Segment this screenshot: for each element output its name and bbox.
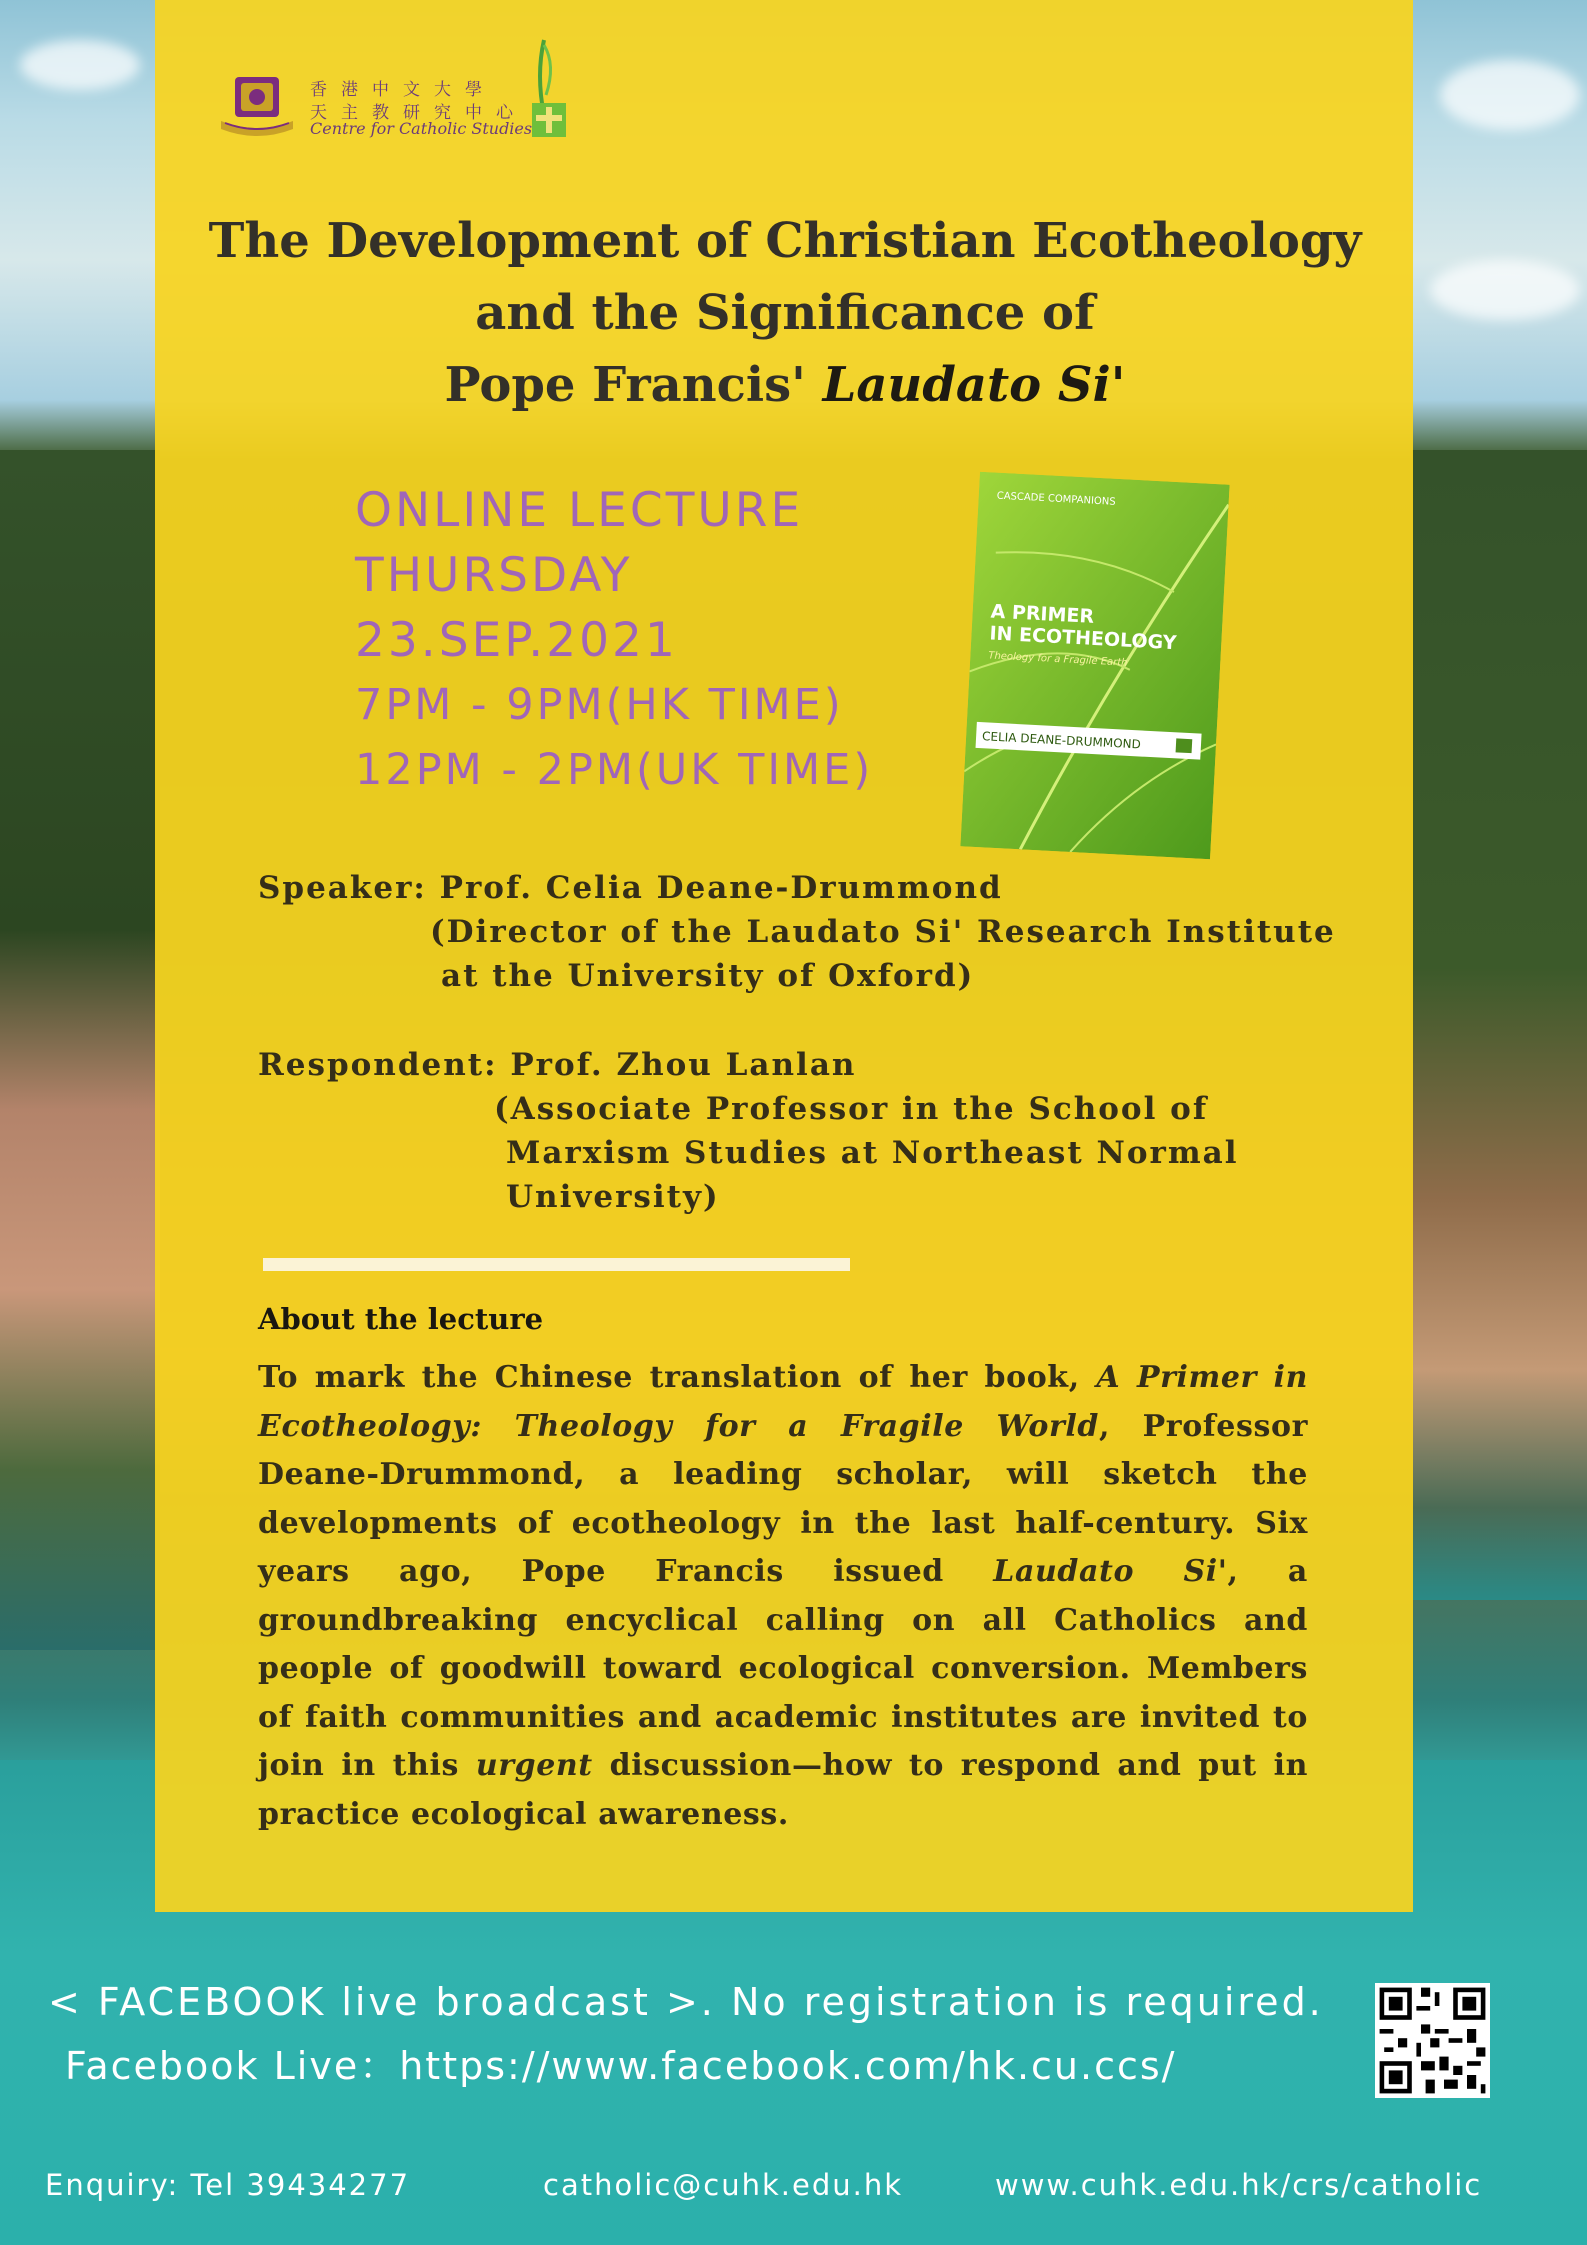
- speaker-line1: Speaker: Prof. Celia Deane-Drummond: [258, 870, 1003, 906]
- about-text-1: To mark the Chinese translation of her book,: [258, 1360, 1097, 1395]
- logo-chinese-line1: 香港中文大學: [310, 80, 496, 100]
- book-cover-image: [960, 472, 1229, 860]
- event-info: [355, 478, 873, 803]
- event-time-hk: 7PM - 9PM(HK TIME): [355, 680, 844, 730]
- title-line3-prefix: Pope Francis': [444, 357, 823, 413]
- section-divider: [263, 1258, 850, 1271]
- enquiry-tel: Enquiry: Tel 39434277: [45, 2168, 411, 2202]
- event-time-uk: 12PM - 2PM(UK TIME): [355, 745, 874, 795]
- logo-chinese-line2: 天主教研究中心: [310, 103, 527, 123]
- cuhk-crest-icon: [217, 73, 297, 137]
- book-title-line1: A PRIMER: [990, 600, 1095, 628]
- book-subtitle: Theology for a Fragile Earth: [988, 650, 1128, 669]
- cross-leaf-icon: [522, 35, 572, 145]
- about-text-2: , Professor Deane-Drummond, a leading scholar, will sketch the developments of ecotheology in the last half-century. Six years ago, Pope Francis issued: [258, 1408, 1308, 1589]
- hillside-right: [1412, 450, 1587, 1600]
- event-date: 23.SEP.2021: [355, 613, 678, 668]
- logo-english-name: Centre for Catholic Studies: [310, 119, 533, 138]
- about-encyclical: Laudato Si': [993, 1554, 1228, 1589]
- facebook-live-link[interactable]: Facebook Live：https://www.facebook.com/hk.cu.ccs/: [65, 2044, 1177, 2088]
- respondent-line4: University): [506, 1179, 720, 1215]
- cloud: [1440, 60, 1580, 130]
- cloud: [20, 40, 140, 90]
- people-section: [258, 866, 1336, 1219]
- enquiry-website[interactable]: www.cuhk.edu.hk/crs/catholic: [995, 2168, 1483, 2202]
- title-line1: The Development of Christian Ecotheology: [208, 213, 1362, 269]
- lecture-title: [160, 205, 1410, 421]
- respondent-line2: (Associate Professor in the School of: [494, 1091, 1209, 1127]
- respondent-line3: Marxism Studies at Northeast Normal: [506, 1135, 1239, 1171]
- speaker-line2: (Director of the Laudato Si' Research Institute: [430, 914, 1336, 950]
- title-line3: [160, 349, 1410, 421]
- about-paragraph: [258, 1354, 1308, 1839]
- centre-logo: [217, 35, 567, 145]
- hillside-left: [0, 450, 160, 1650]
- enquiry-email[interactable]: catholic@cuhk.edu.hk: [543, 2168, 904, 2202]
- speaker-line3: at the University of Oxford): [441, 958, 975, 994]
- book-author: CELIA DEANE-DRUMMOND: [981, 729, 1142, 752]
- event-day: THURSDAY: [355, 548, 633, 603]
- about-urgent: urgent: [475, 1748, 593, 1783]
- facebook-broadcast-note: < FACEBOOK live broadcast >. No registration is required.: [48, 1980, 1324, 2024]
- about-text-4: discussion—how to respond and put in practice ecological awareness.: [258, 1748, 1308, 1832]
- event-format: ONLINE LECTURE: [355, 483, 804, 538]
- title-line2: and the Significance of: [475, 285, 1095, 341]
- book-series: CASCADE COMPANIONS: [996, 490, 1116, 508]
- cloud: [1430, 260, 1580, 320]
- respondent-line1: Respondent: Prof. Zhou Lanlan: [258, 1047, 857, 1083]
- about-text-3: , a groundbreaking encyclical calling on all Catholics and people of goodwill toward ecological conversion. Members of faith communities and academic institutes are invited to join in this: [258, 1554, 1308, 1783]
- about-book-title: A Primer in Ecotheology: Theology for a Fragile World: [258, 1360, 1309, 1444]
- qr-code-icon[interactable]: [1375, 1983, 1490, 2098]
- about-heading: About the lecture: [258, 1302, 544, 1336]
- book-title-line2: IN ECOTHEOLOGY: [988, 622, 1178, 655]
- title-encyclical: Laudato Si': [822, 357, 1126, 413]
